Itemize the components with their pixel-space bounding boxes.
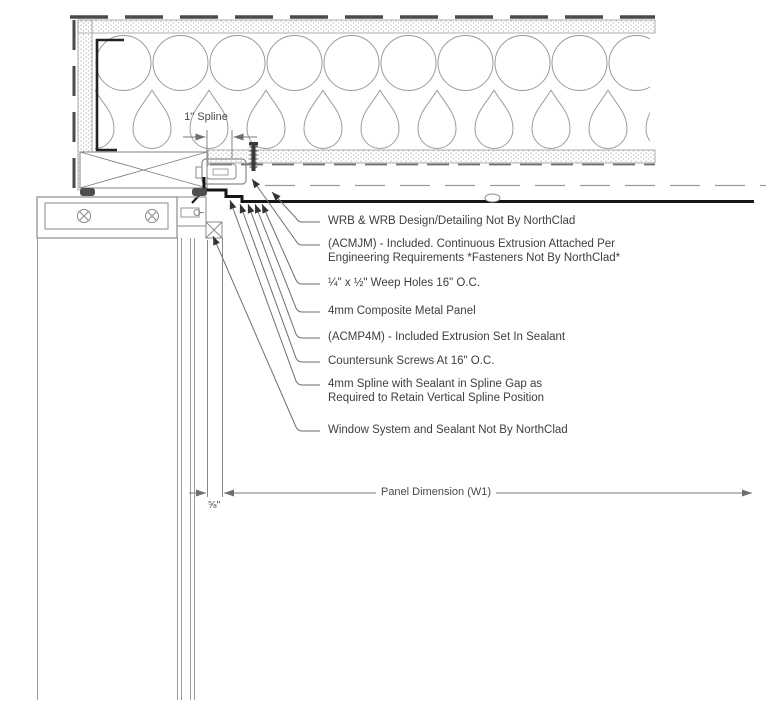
annotation-spline: 4mm Spline with Sealant in Spline Gap as Required to Retain Vertical Spline Position	[328, 378, 545, 404]
leader-spline	[230, 200, 320, 385]
spline-dimension-label: 1" Spline	[184, 111, 228, 123]
composite-panel-profile	[192, 177, 754, 203]
annotation-countersunk-screws: Countersunk Screws At 16" O.C.	[328, 355, 495, 367]
gasket-shim-left	[80, 188, 95, 196]
annotation-weep-holes: ¼" x ½" Weep Holes 16" O.C.	[328, 277, 481, 289]
blocking-x-brace	[80, 152, 207, 188]
window-mullion-lines	[38, 238, 195, 700]
annotation-acmp4m: (ACMP4M) - Included Extrusion Set In Sealant	[328, 331, 566, 343]
weep-hole-symbol	[485, 194, 500, 202]
mullion-x-box	[206, 222, 222, 238]
annotation-composite-panel: 4mm Composite Metal Panel	[328, 305, 476, 317]
annotation-window-system: Window System and Sealant Not By NorthClad	[328, 424, 568, 436]
leader-window-system	[213, 236, 320, 431]
sheathing-band-top	[70, 17, 655, 33]
sheathing-band-lower	[208, 150, 655, 165]
annotation-leaders	[213, 179, 320, 431]
insulation-batt	[95, 33, 650, 150]
panel-dimension-label: Panel Dimension (W1)	[376, 486, 496, 498]
eighth-dimension-label: ⅝"	[207, 499, 221, 511]
set-screw	[194, 210, 204, 216]
annotation-acmjm: (ACMJM) - Included. Continuous Extrusion Attached Per Engineering Requirements *Fasteners Not By NorthClad*	[328, 238, 621, 264]
annotation-wrb: WRB & WRB Design/Detailing Not By NorthClad	[328, 215, 576, 227]
phillips-screw-left	[78, 210, 91, 223]
window-head-frame	[37, 197, 222, 238]
phillips-screw-right	[146, 210, 159, 223]
leader-acmjm	[252, 179, 320, 245]
gasket-shim-right	[192, 188, 207, 196]
